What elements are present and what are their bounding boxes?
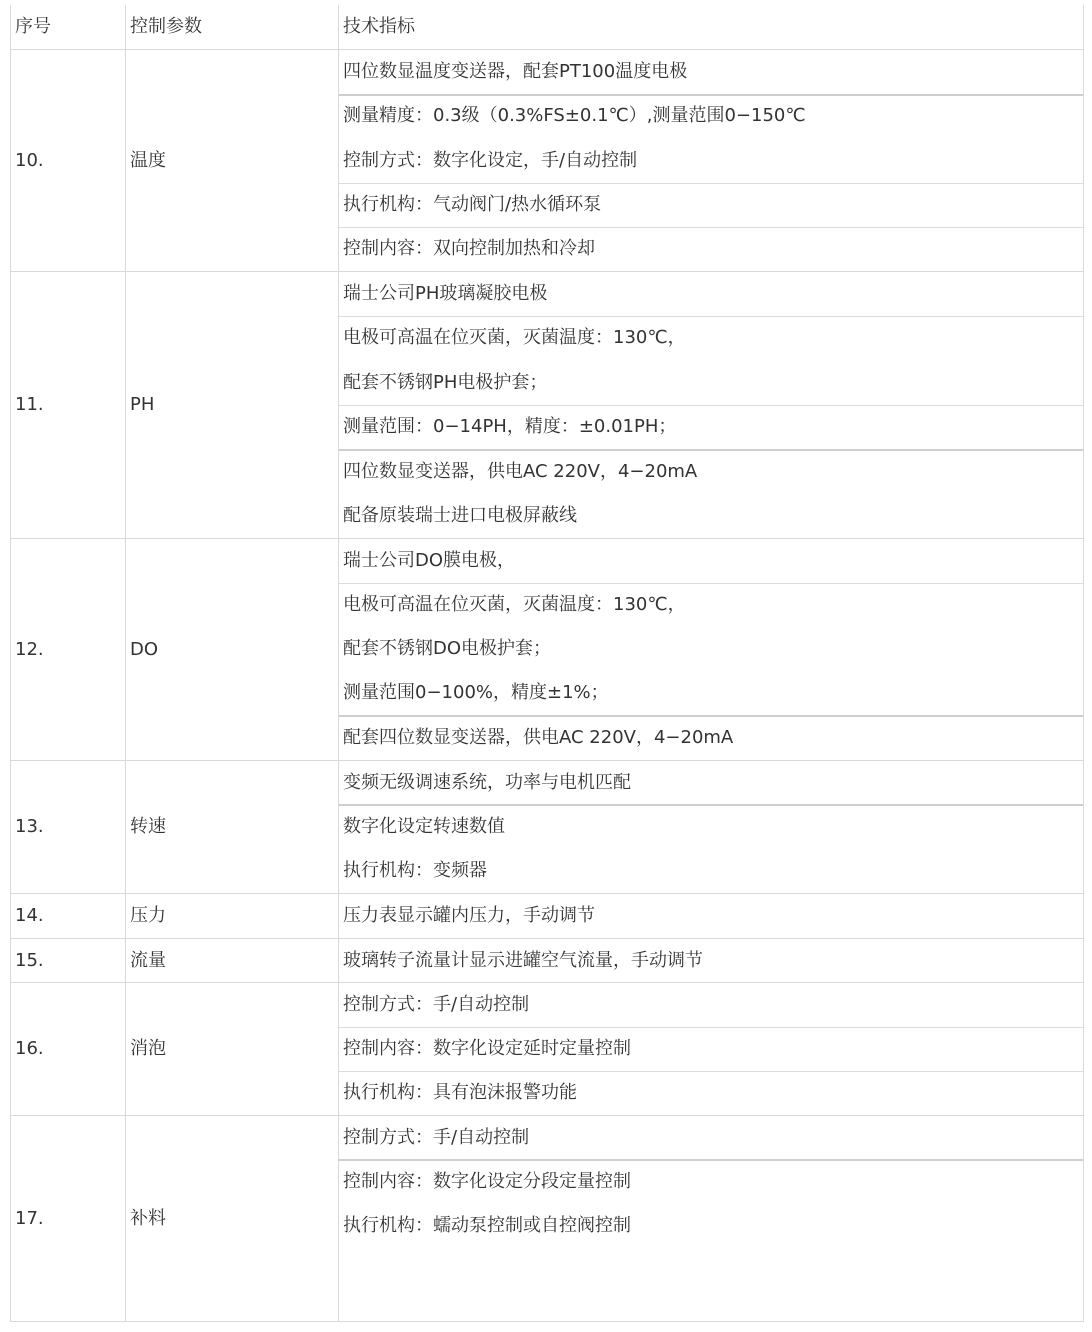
spec-line: 执行机构：变频器 — [343, 860, 487, 881]
row-param: 流量 — [130, 950, 166, 971]
spec-line: 控制方式：手/自动控制 — [343, 1127, 530, 1148]
spec-line: 控制内容：双向控制加热和冷却 — [343, 238, 595, 259]
row-param: 转速 — [130, 816, 166, 837]
column-divider — [125, 5, 126, 1321]
spec-line: 执行机构：具有泡沫报警功能 — [343, 1082, 577, 1103]
spec-line: 控制内容：数字化设定延时定量控制 — [343, 1038, 631, 1059]
spec-line: 配套四位数显变送器，供电AC 220V，4−20mA — [343, 727, 734, 748]
header-number: 序号 — [15, 16, 51, 37]
spec-line: 配套不锈钢DO电极护套； — [343, 638, 552, 659]
row-number: 15. — [15, 950, 44, 971]
row-param: 消泡 — [130, 1038, 166, 1059]
spec-line: 测量范围0−100%，精度±1%； — [343, 682, 609, 703]
row-param: 补料 — [130, 1207, 166, 1229]
spec-line: 执行机构：蠕动泵控制或自控阀控制 — [343, 1215, 631, 1236]
spec-line: 控制内容：数字化设定分段定量控制 — [343, 1171, 631, 1192]
row-number: 16. — [15, 1038, 44, 1059]
spec-line: 电极可高温在位灭菌，灭菌温度：130℃， — [343, 594, 686, 615]
row-param: DO — [130, 639, 159, 660]
row-number: 13. — [15, 816, 44, 837]
spec-line: 玻璃转子流量计显示进罐空气流量，手动调节 — [343, 950, 703, 971]
spec-line: 测量精度：0.3级（0.3%FS±0.1℃）,测量范围0−150℃ — [343, 105, 806, 126]
spec-line: 执行机构：气动阀门/热水循环泵 — [343, 194, 602, 215]
row-param: PH — [130, 394, 155, 415]
header-param: 控制参数 — [130, 16, 202, 37]
spec-table — [10, 5, 1084, 1322]
row-number: 12. — [15, 639, 44, 660]
column-divider — [338, 5, 339, 1321]
spec-line: 四位数显变送器，供电AC 220V，4−20mA — [343, 461, 698, 482]
row-number: 11. — [15, 394, 44, 415]
row-number: 14. — [15, 905, 44, 926]
spec-line: 配套不锈钢PH电极护套； — [343, 372, 548, 393]
spec-line: 电极可高温在位灭菌，灭菌温度：130℃， — [343, 327, 686, 348]
row-number: 10. — [15, 150, 44, 171]
spec-line: 测量范围：0−14PH，精度：±0.01PH； — [343, 416, 677, 437]
spec-line: 控制方式：手/自动控制 — [343, 994, 530, 1015]
row-divider — [11, 1115, 1083, 1116]
header-spec: 技术指标 — [343, 16, 415, 37]
spec-line: 四位数显温度变送器，配套PT100温度电极 — [343, 61, 688, 82]
spec-line: 变频无级调速系统，功率与电机匹配 — [343, 772, 631, 793]
spec-line: 瑞士公司DO膜电极， — [343, 550, 516, 571]
row-number: 17. — [15, 1207, 44, 1229]
spec-line: 数字化设定转速数值 — [343, 816, 505, 837]
spec-line: 压力表显示罐内压力，手动调节 — [343, 905, 595, 926]
spec-line: 瑞士公司PH玻璃凝胶电极 — [343, 283, 548, 304]
row-param: 温度 — [130, 150, 166, 171]
row-param: 压力 — [130, 905, 166, 926]
spec-line: 配备原装瑞士进口电极屏蔽线 — [343, 505, 577, 526]
row-divider — [11, 538, 1083, 539]
row-divider — [11, 982, 1083, 983]
spec-line: 控制方式：数字化设定，手/自动控制 — [343, 150, 638, 171]
